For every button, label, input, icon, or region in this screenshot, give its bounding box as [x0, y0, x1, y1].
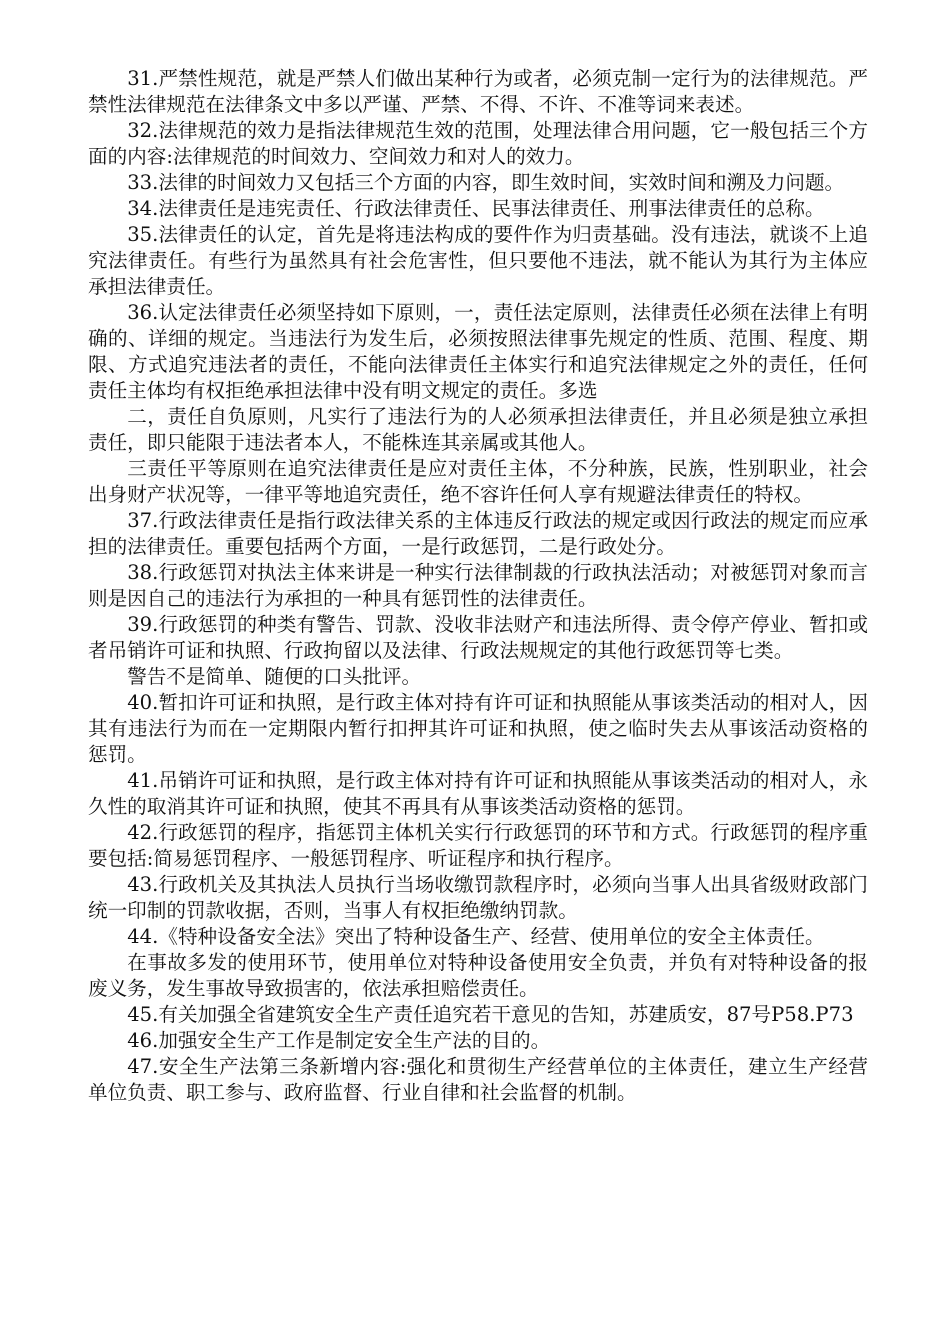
- paragraph-36-principle-2: 二，责任自负原则，凡实行了违法行为的人必须承担法律责任，并且必须是独立承担责任，即只能限于违法者本人，不能株连其亲属或其他人。: [88, 405, 868, 454]
- paragraph-43: 43.行政机关及其执法人员执行当场收缴罚款程序时，必须向当事人出具省级财政部门统一印制的罚款收据，否则，当事人有权拒绝缴纳罚款。: [88, 873, 868, 922]
- paragraph-45: 45.有关加强全省建筑安全生产责任追究若干意见的告知，苏建质安，87号P58.P73: [127, 1003, 854, 1026]
- paragraph-36: 36.认定法律责任必须坚持如下原则，一，责任法定原则，法律责任必须在法律上有明确的、详细的规定。当违法行为发生后，必须按照法律事先规定的性质、范围、程度、期限、方式追究违法者的责任，不能向法律责任主体实行和追究法律规定之外的责任，任何责任主体均有权拒绝承担法律中没有明文规定的责任。多选: [88, 301, 868, 402]
- paragraph-47: 47.安全生产法第三条新增内容:强化和贯彻生产经营单位的主体责任，建立生产经营单位负责、职工参与、政府监督、行业自律和社会监督的机制。: [88, 1055, 868, 1104]
- paragraph-39-note: 警告不是简单、随便的口头批评。: [127, 665, 422, 688]
- paragraph-41: 41.吊销许可证和执照，是行政主体对持有许可证和执照能从事该类活动的相对人，永久性的取消其许可证和执照，使其不再具有从事该类活动资格的惩罚。: [88, 769, 868, 818]
- paragraph-35: 35.法律责任的认定，首先是将违法构成的要件作为归责基础。没有违法，就谈不上追究法律责任。有些行为虽然具有社会危害性，但只要他不违法，就不能认为其行为主体应承担法律责任。: [88, 223, 868, 298]
- document-body: [88, 66, 868, 1106]
- paragraph-33: 33.法律的时间效力又包括三个方面的内容，即生效时间，实效时间和溯及力问题。: [127, 171, 845, 194]
- paragraph-39: 39.行政惩罚的种类有警告、罚款、没收非法财产和违法所得、责令停产停业、暂扣或者吊销许可证和执照、行政拘留以及法律、行政法规规定的其他行政惩罚等七类。: [88, 613, 868, 662]
- paragraph-44: 44.《特种设备安全法》突出了特种设备生产、经营、使用单位的安全主体责任。: [127, 925, 825, 948]
- paragraph-32: 32.法律规范的效力是指法律规范生效的范围，处理法律合用问题，它一般包括三个方面的内容:法律规范的时间效力、空间效力和对人的效力。: [88, 119, 868, 168]
- paragraph-31: 31.严禁性规范，就是严禁人们做出某种行为或者，必须克制一定行为的法律规范。严禁性法律规范在法律条文中多以严谨、严禁、不得、不许、不准等词来表述。: [88, 67, 868, 116]
- paragraph-36-principle-3: 三责任平等原则在追究法律责任是应对责任主体，不分种族，民族，性别职业，社会出身财产状况等，一律平等地追究责任，绝不容许任何人享有规避法律责任的特权。: [88, 457, 868, 506]
- paragraph-44-note: 在事故多发的使用环节，使用单位对特种设备使用安全负责，并负有对特种设备的报废义务，发生事故导致损害的，依法承担赔偿责任。: [88, 951, 868, 1000]
- paragraph-42: 42.行政惩罚的程序，指惩罚主体机关实行行政惩罚的环节和方式。行政惩罚的程序重要包括:简易惩罚程序、一般惩罚程序、听证程序和执行程序。: [88, 821, 868, 870]
- paragraph-34: 34.法律责任是违宪责任、行政法律责任、民事法律责任、刑事法律责任的总称。: [127, 197, 825, 220]
- paragraph-40: 40.暂扣许可证和执照，是行政主体对持有许可证和执照能从事该类活动的相对人，因其有违法行为而在一定期限内暂行扣押其许可证和执照，使之临时失去从事该活动资格的惩罚。: [88, 691, 868, 766]
- paragraph-37: 37.行政法律责任是指行政法律关系的主体违反行政法的规定或因行政法的规定而应承担的法律责任。重要包括两个方面，一是行政惩罚，二是行政处分。: [88, 509, 868, 558]
- paragraph-38: 38.行政惩罚对执法主体来讲是一种实行法律制裁的行政执法活动；对被惩罚对象而言则是因自己的违法行为承担的一种具有惩罚性的法律责任。: [88, 561, 868, 610]
- paragraph-46: 46.加强安全生产工作是制定安全生产法的目的。: [127, 1029, 551, 1052]
